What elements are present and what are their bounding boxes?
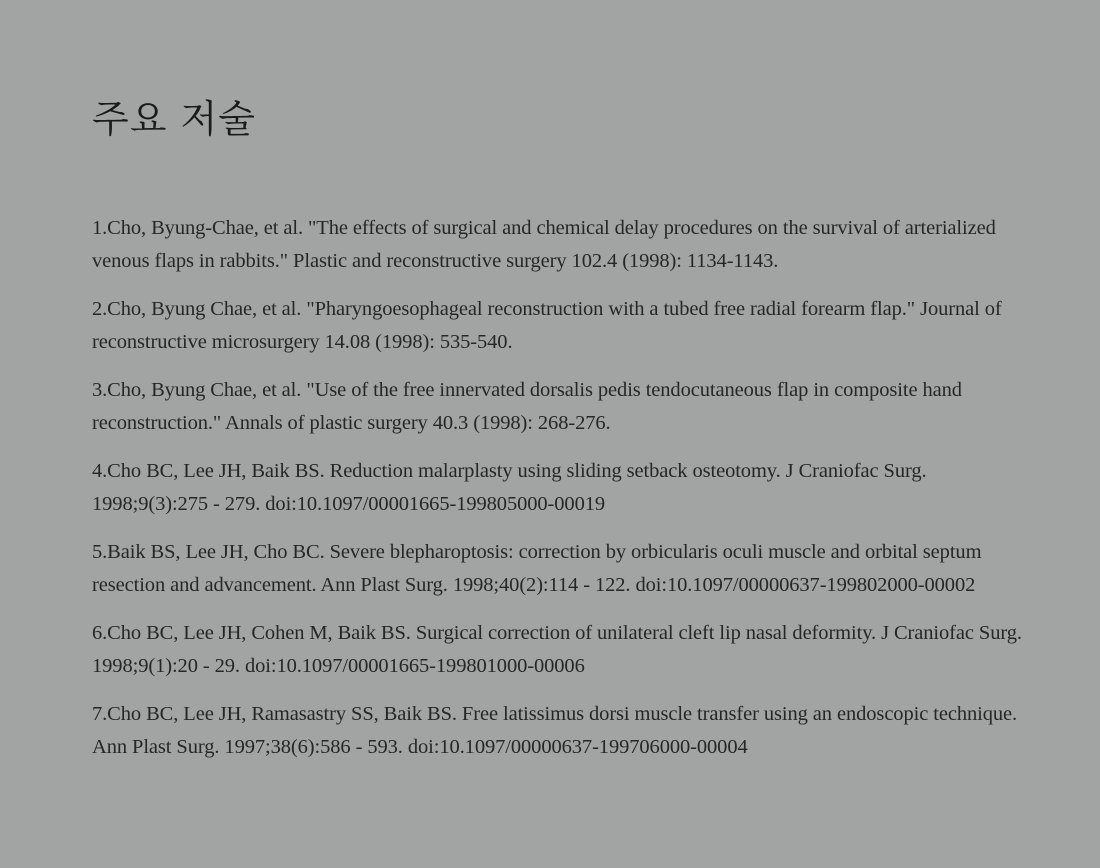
page-title: 주요 저술 bbox=[92, 97, 256, 141]
publication-item: 3.Cho, Byung Chae, et al. "Use of the free innervated dorsalis pedis tendocutaneous flap in composite hand reconstruction." Annals of plastic surgery 40.3 (1998): 268-276. bbox=[92, 379, 962, 434]
publication-item: 1.Cho, Byung-Chae, et al. "The effects of surgical and chemical delay procedures on the survival of arterialized venous flaps in rabbits." Plastic and reconstructive surgery 102.4 (1998): 1134-1143. bbox=[92, 217, 996, 272]
publication-list bbox=[92, 212, 1022, 779]
publication-item: 7.Cho BC, Lee JH, Ramasastry SS, Baik BS. Free latissimus dorsi muscle transfer using an endoscopic technique. Ann Plast Surg. 1997;38(6):586 - 593. doi:10.1097/00000637-199706000-00004 bbox=[92, 703, 1018, 758]
publication-item: 5.Baik BS, Lee JH, Cho BC. Severe blepharoptosis: correction by orbicularis oculi muscle and orbital septum resection and advancement. Ann Plast Surg. 1998;40(2):114 - 122. doi:10.1097/00000637-199802000-00002 bbox=[92, 541, 982, 596]
publication-item: 6.Cho BC, Lee JH, Cohen M, Baik BS. Surgical correction of unilateral cleft lip nasal deformity. J Craniofac Surg. 1998;9(1):20 - 29. doi:10.1097/00001665-199801000-00006 bbox=[92, 622, 1022, 677]
publication-item: 4.Cho BC, Lee JH, Baik BS. Reduction malarplasty using sliding setback osteotomy. J Craniofac Surg. 1998;9(3):275 - 279. doi:10.1097/00001665-199805000-00019 bbox=[92, 460, 927, 515]
publication-item: 2.Cho, Byung Chae, et al. "Pharyngoesophageal reconstruction with a tubed free radial forearm flap." Journal of reconstructive microsurgery 14.08 (1998): 535-540. bbox=[92, 298, 1002, 353]
